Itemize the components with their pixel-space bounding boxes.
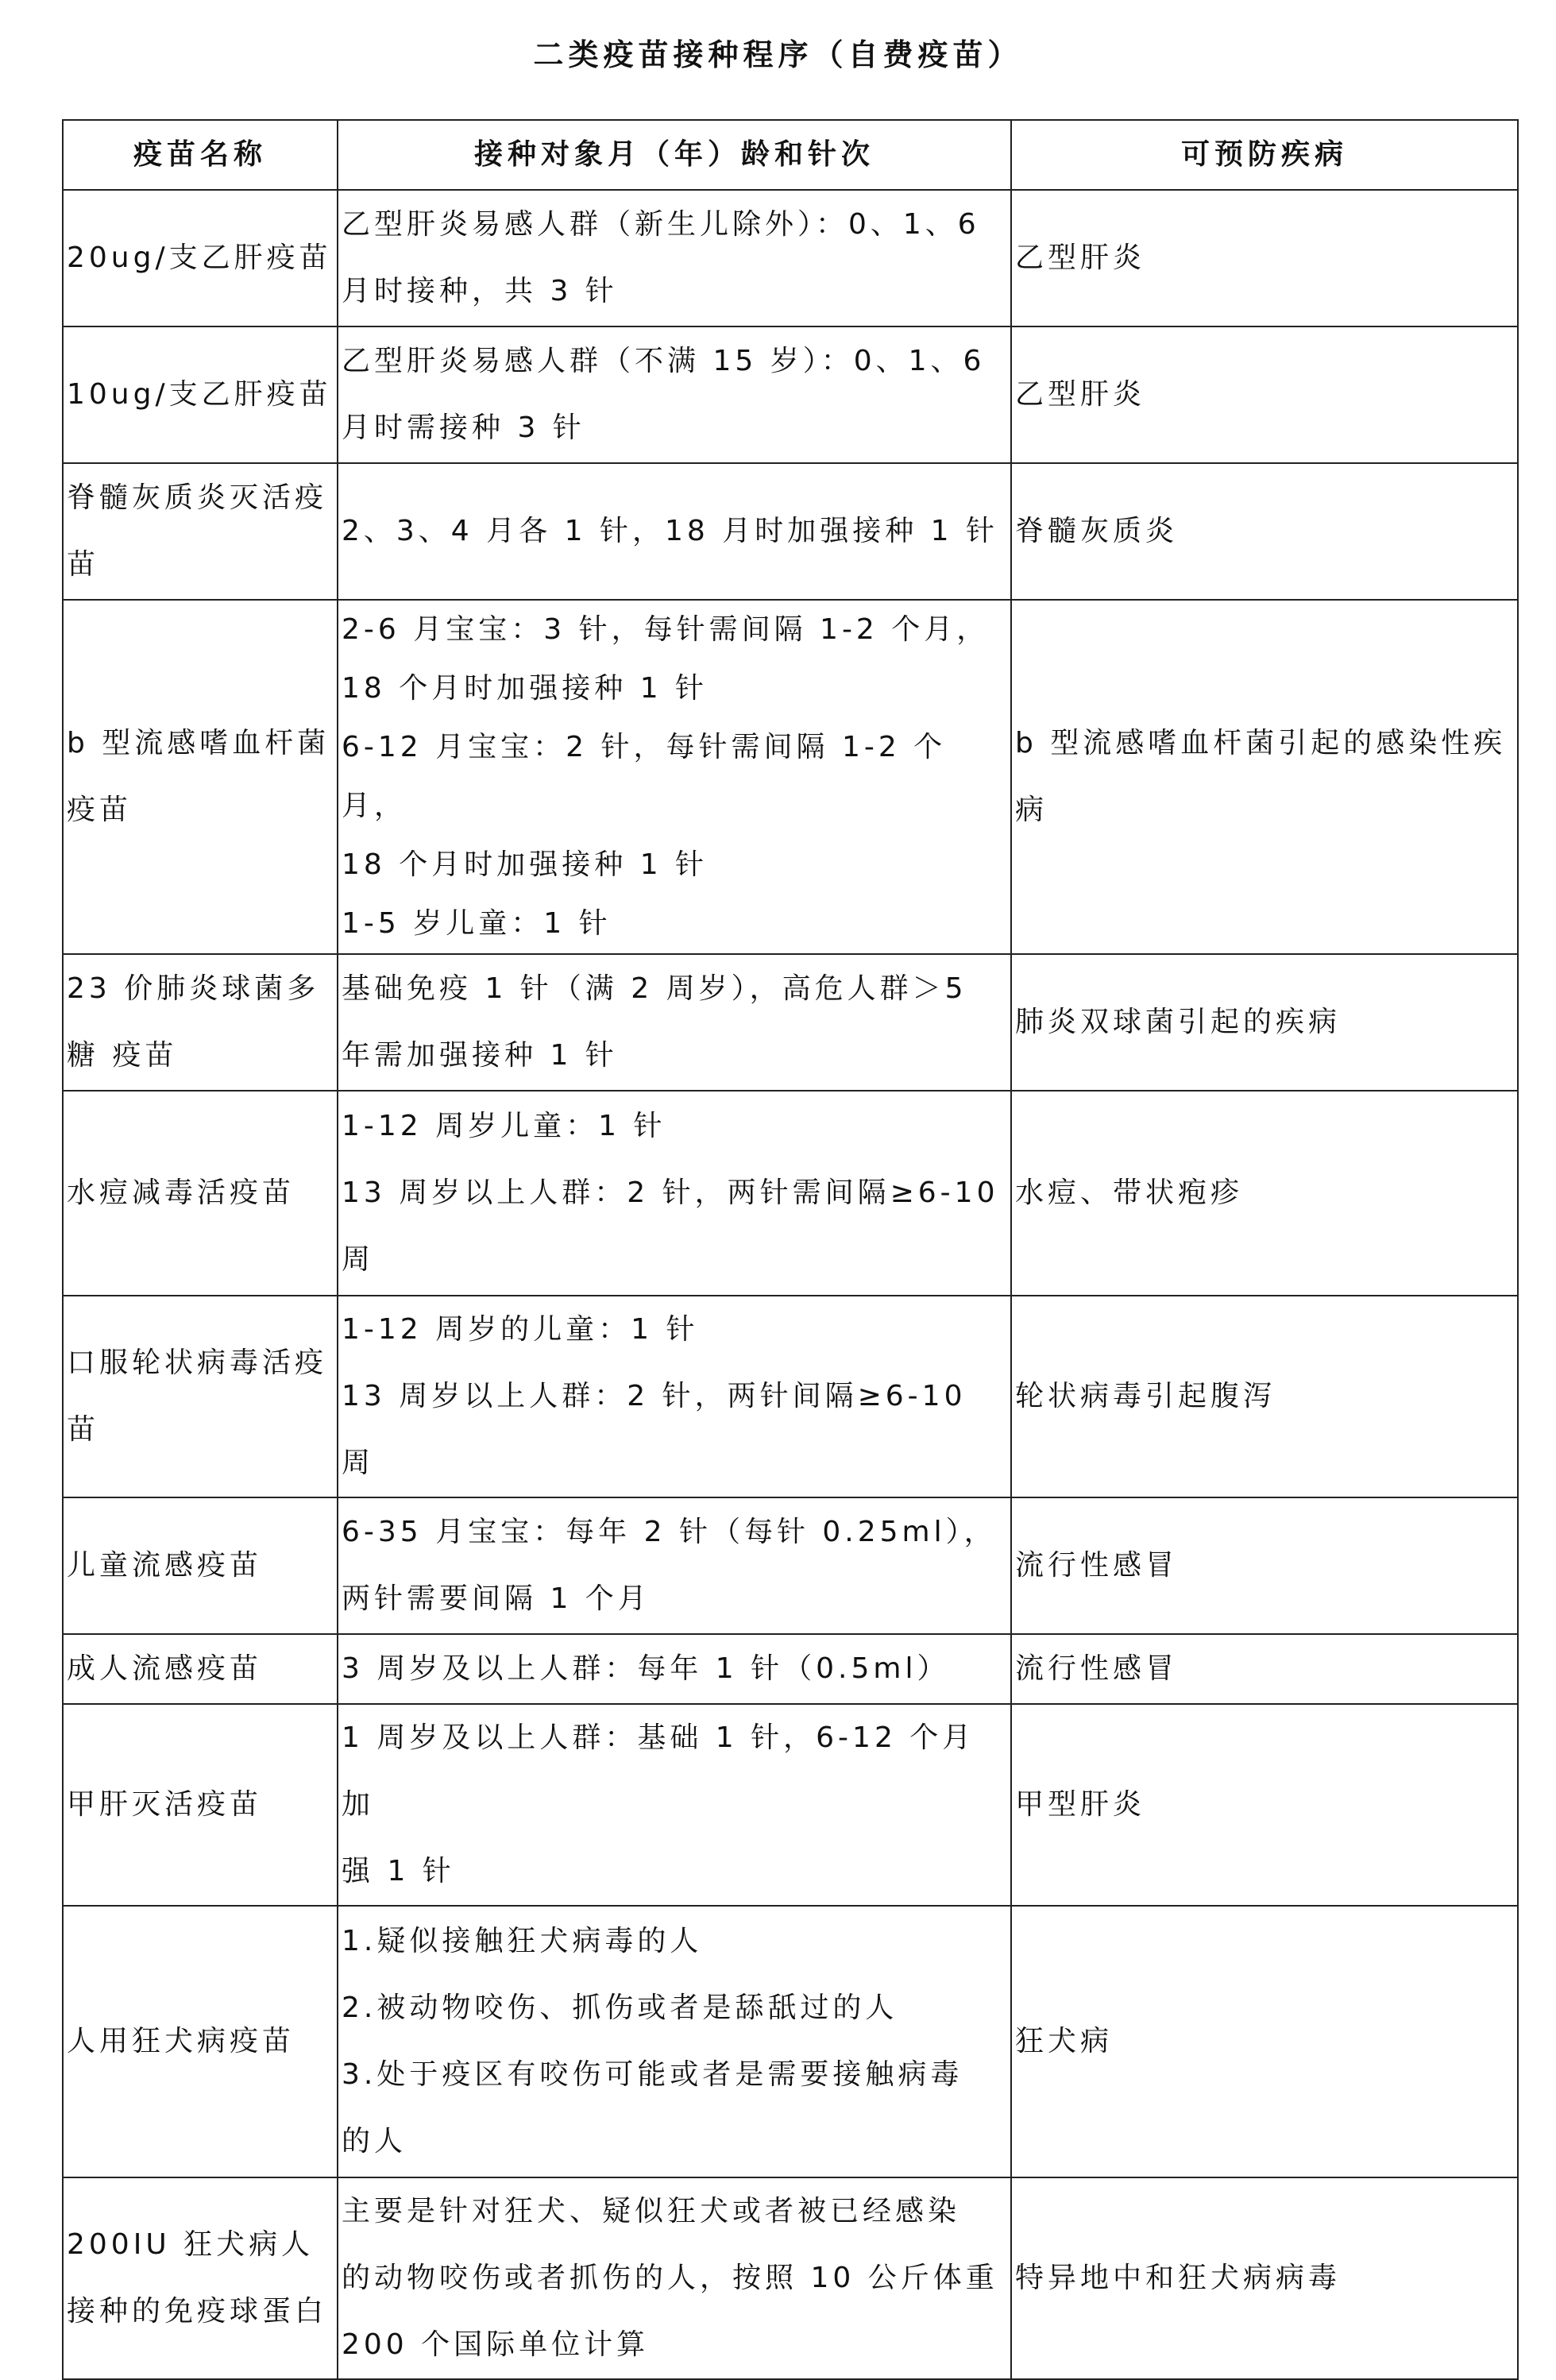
schedule-line: 6-35 月宝宝：每年 2 针（每针 0.25ml），	[342, 1516, 997, 1548]
vaccine-name-cell: 20ug/支乙肝疫苗	[63, 190, 338, 326]
schedule-line: 200 个国际单位计算	[342, 2328, 650, 2361]
disease-cell: 轮状病毒引起腹泻	[1011, 1296, 1518, 1497]
schedule-line: 月时需接种 3 针	[342, 411, 585, 444]
schedule-cell	[338, 1906, 1011, 2177]
schedule-cell	[338, 463, 1011, 600]
table-row	[63, 1091, 1518, 1296]
disease-cell: 狂犬病	[1011, 1906, 1518, 2177]
vaccine-name-cell: 水痘减毒活疫苗	[63, 1091, 338, 1296]
schedule-cell	[338, 1091, 1011, 1296]
schedule-cell	[338, 1634, 1011, 1704]
vaccine-name-cell: 口服轮状病毒活疫苗	[63, 1296, 338, 1497]
table-row	[63, 1704, 1518, 1906]
schedule-line: 乙型肝炎易感人群（新生儿除外）：0、1、6	[342, 208, 980, 241]
schedule-line: 年需加强接种 1 针	[342, 1039, 618, 1072]
schedule-cell	[338, 2177, 1011, 2379]
vaccine-name-cell: 10ug/支乙肝疫苗	[63, 326, 338, 463]
schedule-line: 2.被动物咬伤、抓伤或者是舔舐过的人	[342, 1992, 898, 2024]
disease-cell: 甲型肝炎	[1011, 1704, 1518, 1906]
schedule-line: 2-6 月宝宝：3 针，每针需间隔 1-2 个月，	[342, 613, 990, 646]
schedule-line: 3.处于疫区有咬伤可能或者是需要接触病毒	[342, 2058, 963, 2091]
schedule-cell	[338, 1704, 1011, 1906]
disease-cell: b 型流感嗜血杆菌引起的感染性疾病	[1011, 600, 1518, 954]
schedule-line: 主要是针对狂犬、疑似狂犬或者被已经感染	[342, 2195, 961, 2227]
schedule-line: 两针需要间隔 1 个月	[342, 1582, 651, 1615]
table-row	[63, 1634, 1518, 1704]
table-row	[63, 1497, 1518, 1634]
disease-cell: 肺炎双球菌引起的疾病	[1011, 954, 1518, 1091]
schedule-line: 2、3、4 月各 1 针，18 月时加强接种 1 针	[342, 515, 998, 547]
disease-cell: 脊髓灰质炎	[1011, 463, 1518, 600]
schedule-line: 的动物咬伤或者抓伤的人，按照 10 公斤体重	[342, 2262, 998, 2294]
schedule-line: 1 周岁及以上人群：基础 1 针，6-12 个月加	[342, 1721, 975, 1821]
schedule-cell	[338, 600, 1011, 954]
table-row	[63, 1296, 1518, 1497]
table-row	[63, 1906, 1518, 2177]
schedule-cell	[338, 326, 1011, 463]
disease-cell: 水痘、带状疱疹	[1011, 1091, 1518, 1296]
disease-cell: 乙型肝炎	[1011, 190, 1518, 326]
disease-cell: 乙型肝炎	[1011, 326, 1518, 463]
schedule-line: 1-5 岁儿童：1 针	[342, 907, 612, 940]
table-row	[63, 326, 1518, 463]
page-title: 二类疫苗接种程序（自费疫苗）	[533, 37, 1023, 72]
vaccine-table	[62, 119, 1519, 2380]
schedule-cell	[338, 190, 1011, 326]
schedule-line: 月时接种，共 3 针	[342, 275, 618, 307]
vaccine-name-cell: b 型流感嗜血杆菌疫苗	[63, 600, 338, 954]
schedule-line: 13 周岁以上人群：2 针，两针间隔≥6-10 周	[342, 1380, 967, 1479]
schedule-line: 1.疑似接触狂犬病毒的人	[342, 1925, 703, 1957]
table-row	[63, 190, 1518, 326]
vaccine-name-cell: 200IU 狂犬病人接种的免疫球蛋白	[63, 2177, 338, 2379]
disease-cell: 流行性感冒	[1011, 1497, 1518, 1634]
vaccine-name-cell: 儿童流感疫苗	[63, 1497, 338, 1634]
schedule-line: 3 周岁及以上人群：每年 1 针（0.5ml）	[342, 1652, 950, 1685]
header-vaccine-name: 疫苗名称	[63, 120, 338, 190]
table-body	[63, 190, 1518, 2379]
disease-cell: 流行性感冒	[1011, 1634, 1518, 1704]
vaccine-name-cell: 成人流感疫苗	[63, 1634, 338, 1704]
table-header-row	[63, 120, 1518, 190]
schedule-cell	[338, 954, 1011, 1091]
table-row	[63, 600, 1518, 954]
schedule-line: 18 个月时加强接种 1 针	[342, 848, 709, 881]
header-disease: 可预防疾病	[1011, 120, 1518, 190]
schedule-line: 乙型肝炎易感人群（不满 15 岁）：0、1、6	[342, 345, 986, 377]
schedule-line: 的人	[342, 2125, 407, 2158]
schedule-cell	[338, 1497, 1011, 1634]
table-row	[63, 2177, 1518, 2379]
vaccine-name-cell: 23 价肺炎球菌多糖 疫苗	[63, 954, 338, 1091]
schedule-line: 周	[342, 1243, 375, 1276]
schedule-line: 强 1 针	[342, 1855, 455, 1887]
disease-cell: 特异地中和狂犬病病毒	[1011, 2177, 1518, 2379]
schedule-cell	[338, 1296, 1011, 1497]
schedule-line: 6-12 月宝宝：2 针，每针需间隔 1-2 个月，	[342, 731, 947, 822]
header-schedule: 接种对象月（年）龄和针次	[338, 120, 1011, 190]
schedule-line: 基础免疫 1 针（满 2 周岁），高危人群＞5	[342, 972, 967, 1005]
vaccine-name-cell: 人用狂犬病疫苗	[63, 1906, 338, 2177]
schedule-line: 13 周岁以上人群：2 针，两针需间隔≥6-10	[342, 1176, 999, 1209]
schedule-line: 18 个月时加强接种 1 针	[342, 672, 709, 705]
vaccine-name-cell: 甲肝灭活疫苗	[63, 1704, 338, 1906]
schedule-line: 1-12 周岁的儿童：1 针	[342, 1313, 699, 1346]
vaccine-name-cell: 脊髓灰质炎灭活疫苗	[63, 463, 338, 600]
schedule-line: 1-12 周岁儿童：1 针	[342, 1110, 666, 1142]
table-row	[63, 954, 1518, 1091]
table-row	[63, 463, 1518, 600]
